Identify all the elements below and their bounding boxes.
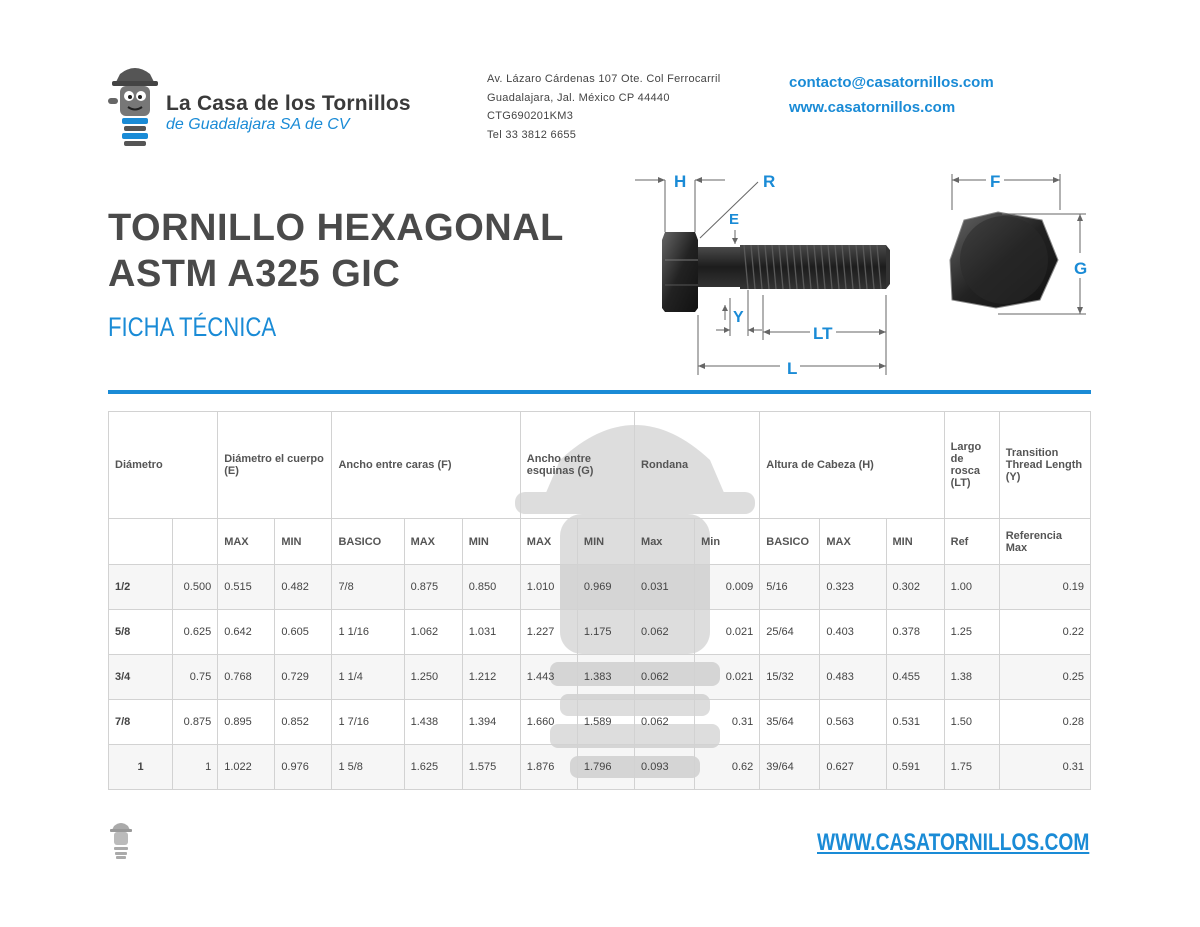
website-link[interactable]: www.casatornillos.com <box>789 99 956 116</box>
table-cell: 1 <box>173 745 218 790</box>
subheader-cell: BASICO <box>332 519 404 565</box>
table-cell: 7/8 <box>109 700 173 745</box>
table-cell: 0.22 <box>999 610 1090 655</box>
label-h: H <box>674 172 687 191</box>
table-cell: 0.627 <box>820 745 886 790</box>
label-e: E <box>729 211 740 228</box>
subheader-cell: Ref <box>944 519 999 565</box>
table-cell: 0.062 <box>635 655 695 700</box>
table-cell: 0.62 <box>695 745 760 790</box>
table-cell: 1.438 <box>404 700 462 745</box>
table-cell: 0.28 <box>999 700 1090 745</box>
company-name: La Casa de los Tornillos <box>166 92 411 115</box>
table-cell: 1.625 <box>404 745 462 790</box>
subheader-cell: Max <box>635 519 695 565</box>
table-cell: 0.009 <box>695 565 760 610</box>
table-cell: 1.062 <box>404 610 462 655</box>
table-row <box>109 700 1091 745</box>
header-largo: Largo de rosca (LT) <box>944 412 999 519</box>
table-cell: 1.010 <box>520 565 577 610</box>
table-cell: 0.021 <box>695 655 760 700</box>
table-cell: 1.589 <box>577 700 634 745</box>
table-row <box>109 655 1091 700</box>
table-subheader-row <box>109 519 1091 565</box>
company-logo <box>106 62 476 152</box>
table-cell: 0.875 <box>404 565 462 610</box>
table-cell: 35/64 <box>760 700 820 745</box>
footer-mascot-icon <box>108 820 134 860</box>
table-cell: 1.75 <box>944 745 999 790</box>
table-cell: 0.729 <box>275 655 332 700</box>
header-caras: Ancho entre caras (F) <box>332 412 520 519</box>
page-title <box>108 205 564 297</box>
table-cell: 1.227 <box>520 610 577 655</box>
table-cell: 0.062 <box>635 700 695 745</box>
table-cell: 1.175 <box>577 610 634 655</box>
table-cell: 0.852 <box>275 700 332 745</box>
header-altura: Altura de Cabeza (H) <box>760 412 944 519</box>
company-subname: de Guadalajara SA de CV <box>166 116 350 133</box>
contact-info <box>789 70 994 120</box>
table-cell: 0.403 <box>820 610 886 655</box>
table-cell: 0.093 <box>635 745 695 790</box>
subheader-cell <box>173 519 218 565</box>
title-line-2: ASTM A325 GIC <box>108 253 401 295</box>
table-cell: 0.19 <box>999 565 1090 610</box>
label-l: L <box>787 359 798 378</box>
table-cell: 3/4 <box>109 655 173 700</box>
company-address <box>487 70 721 144</box>
table-cell: 25/64 <box>760 610 820 655</box>
header-rondana: Rondana <box>635 412 760 519</box>
address-line: Guadalajara, Jal. México CP 44440 <box>487 91 670 104</box>
header-diametro: Diámetro <box>109 412 218 519</box>
table-cell: 0.031 <box>635 565 695 610</box>
table-cell: 0.531 <box>886 700 944 745</box>
table-cell: 0.31 <box>695 700 760 745</box>
header-cuerpo: Diámetro el cuerpo (E) <box>218 412 332 519</box>
table-cell: 0.062 <box>635 610 695 655</box>
subheader-cell: MAX <box>404 519 462 565</box>
table-body <box>109 565 1091 790</box>
subheader-cell: MIN <box>577 519 634 565</box>
table-cell: 0.515 <box>218 565 275 610</box>
footer-website-link[interactable]: WWW.CASATORNILLOS.COM <box>817 829 1090 856</box>
bolt-diagram <box>630 160 1100 385</box>
label-r: R <box>763 172 776 191</box>
table-cell: 1.250 <box>404 655 462 700</box>
header-esquinas: Ancho entre esquinas (G) <box>520 412 634 519</box>
table-cell: 1.031 <box>462 610 520 655</box>
table-cell: 1.25 <box>944 610 999 655</box>
subheader-cell: Min <box>695 519 760 565</box>
header-divider <box>108 390 1091 394</box>
address-line: CTG690201KM3 <box>487 110 574 122</box>
table-row <box>109 565 1091 610</box>
table-cell: 0.591 <box>886 745 944 790</box>
subheader-cell: MIN <box>886 519 944 565</box>
table-cell: 1.00 <box>944 565 999 610</box>
table-cell: 1.876 <box>520 745 577 790</box>
label-lt: LT <box>813 324 833 343</box>
table-cell: 0.768 <box>218 655 275 700</box>
page-subtitle: FICHA TÉCNICA <box>108 312 277 342</box>
table-cell: 0.875 <box>173 700 218 745</box>
table-cell: 0.302 <box>886 565 944 610</box>
table-cell: 1 5/8 <box>332 745 404 790</box>
table-cell: 0.482 <box>275 565 332 610</box>
label-g: G <box>1074 259 1088 278</box>
table-cell: 1.212 <box>462 655 520 700</box>
table-row <box>109 745 1091 790</box>
table-cell: 1 <box>109 745 173 790</box>
address-line: Av. Lázaro Cárdenas 107 Ote. Col Ferrocarril <box>487 73 721 85</box>
table-cell: 0.31 <box>999 745 1090 790</box>
subheader-cell: MAX <box>520 519 577 565</box>
subheader-cell: Referencia Max <box>999 519 1090 565</box>
table-cell: 1.443 <box>520 655 577 700</box>
subheader-cell: MAX <box>820 519 886 565</box>
table-cell: 39/64 <box>760 745 820 790</box>
table-cell: 1.394 <box>462 700 520 745</box>
subheader-cell: MIN <box>462 519 520 565</box>
table-cell: 1.660 <box>520 700 577 745</box>
table-cell: 15/32 <box>760 655 820 700</box>
table-cell: 5/16 <box>760 565 820 610</box>
table-cell: 0.500 <box>173 565 218 610</box>
table-cell: 1.38 <box>944 655 999 700</box>
table-cell: 0.605 <box>275 610 332 655</box>
table-cell: 0.378 <box>886 610 944 655</box>
table-cell: 1.796 <box>577 745 634 790</box>
table-cell: 7/8 <box>332 565 404 610</box>
header-transition: Transition Thread Length (Y) <box>999 412 1090 519</box>
table-cell: 0.25 <box>999 655 1090 700</box>
table-cell: 1.383 <box>577 655 634 700</box>
mascot-icon <box>106 62 164 152</box>
table-cell: 0.895 <box>218 700 275 745</box>
address-line: Tel 33 3812 6655 <box>487 128 577 141</box>
spec-table <box>108 411 1091 790</box>
table-cell: 1 1/4 <box>332 655 404 700</box>
subheader-cell: MAX <box>218 519 275 565</box>
table-row <box>109 610 1091 655</box>
table-cell: 0.483 <box>820 655 886 700</box>
table-cell: 0.75 <box>173 655 218 700</box>
table-cell: 0.976 <box>275 745 332 790</box>
table-cell: 0.625 <box>173 610 218 655</box>
table-cell: 1 1/16 <box>332 610 404 655</box>
table-cell: 0.642 <box>218 610 275 655</box>
table-cell: 0.969 <box>577 565 634 610</box>
table-cell: 1.575 <box>462 745 520 790</box>
subheader-cell: MIN <box>275 519 332 565</box>
table-header-row <box>109 412 1091 519</box>
table-cell: 1.022 <box>218 745 275 790</box>
label-y: Y <box>733 309 744 326</box>
table-cell: 0.850 <box>462 565 520 610</box>
subheader-cell <box>109 519 173 565</box>
table-cell: 0.323 <box>820 565 886 610</box>
table-cell: 0.455 <box>886 655 944 700</box>
label-f: F <box>990 172 1001 191</box>
table-cell: 0.563 <box>820 700 886 745</box>
table-cell: 5/8 <box>109 610 173 655</box>
email-link[interactable]: contacto@casatornillos.com <box>789 74 994 91</box>
subheader-cell: BASICO <box>760 519 820 565</box>
table-cell: 1.50 <box>944 700 999 745</box>
table-cell: 1 7/16 <box>332 700 404 745</box>
title-line-1: TORNILLO HEXAGONAL <box>108 207 564 249</box>
table-cell: 0.021 <box>695 610 760 655</box>
table-cell: 1/2 <box>109 565 173 610</box>
